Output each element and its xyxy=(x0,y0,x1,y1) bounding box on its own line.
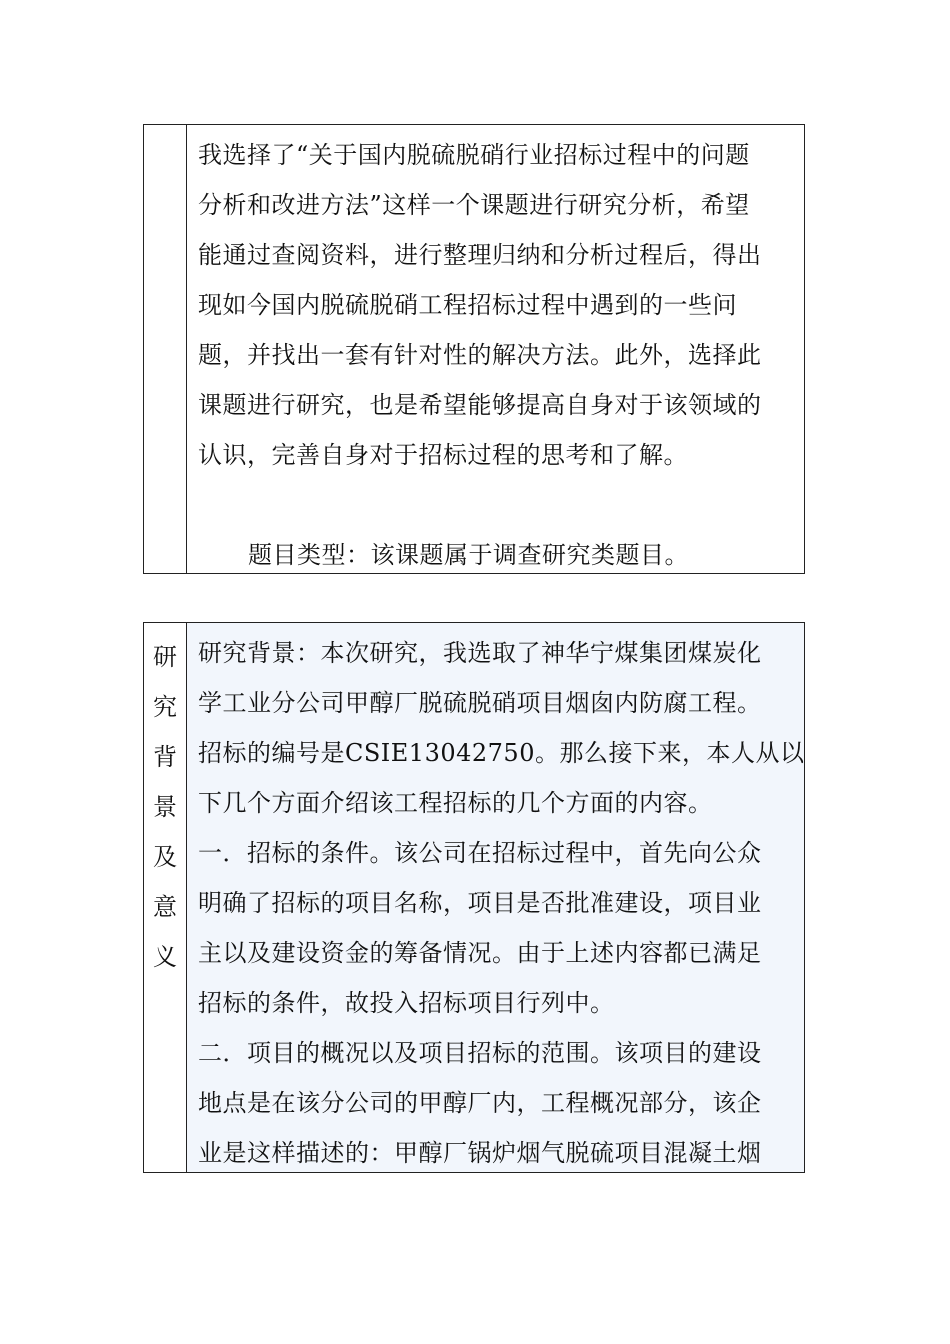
section-label-char: 景 xyxy=(153,793,177,821)
text-line: 业是这样描述的：甲醇厂锅炉烟气脱硫项目混凝土烟 xyxy=(198,1139,762,1167)
content-column xyxy=(187,623,804,1172)
section-label-char: 意 xyxy=(153,893,177,921)
text-line: 二．项目的概况以及项目招标的范围。该项目的建设 xyxy=(198,1039,762,1067)
text-line: 主以及建设资金的筹备情况。由于上述内容都已满足 xyxy=(198,939,762,967)
text-line: 一．招标的条件。该公司在招标过程中，首先向公众 xyxy=(198,839,762,867)
topic-type-line: 题目类型：该课题属于调查研究类题目。 xyxy=(248,541,689,569)
text-line: 招标的编号是CSIE13042750。那么接下来，本人从以 xyxy=(198,739,804,767)
proposal-table-background xyxy=(143,622,805,1173)
content-column xyxy=(187,125,804,573)
text-line: 地点是在该分公司的甲醇厂内，工程概况部分，该企 xyxy=(198,1089,762,1117)
text-line: 课题进行研究，也是希望能够提高自身对于该领域的 xyxy=(198,391,762,419)
text-line: 能通过查阅资料，进行整理归纳和分析过程后，得出 xyxy=(198,241,762,269)
text-line: 招标的条件，故投入招标项目行列中。 xyxy=(198,989,615,1017)
text-line: 题，并找出一套有针对性的解决方法。此外，选择此 xyxy=(198,341,762,369)
proposal-table-topic xyxy=(143,124,805,574)
text-line: 明确了招标的项目名称，项目是否批准建设，项目业 xyxy=(198,889,762,917)
section-label-char: 及 xyxy=(153,843,177,871)
section-label-char: 背 xyxy=(153,743,177,771)
text-line: 学工业分公司甲醇厂脱硫脱硝项目烟囱内防腐工程。 xyxy=(198,689,762,717)
text-line: 分析和改进方法”这样一个课题进行研究分析，希望 xyxy=(198,191,750,219)
text-line: 研究背景：本次研究，我选取了神华宁煤集团煤炭化 xyxy=(198,639,762,667)
text-line: 我选择了“关于国内脱硫脱硝行业招标过程中的问题 xyxy=(198,141,750,169)
section-label-char: 研 xyxy=(153,643,177,671)
section-label-char: 义 xyxy=(153,943,177,971)
text-line: 下几个方面介绍该工程招标的几个方面的内容。 xyxy=(198,789,713,817)
blank-line xyxy=(198,480,796,530)
section-label-column xyxy=(144,623,187,1172)
section-label-char: 究 xyxy=(153,693,177,721)
text-line: 现如今国内脱硫脱硝工程招标过程中遇到的一些问 xyxy=(198,291,737,319)
text-line: 认识，完善自身对于招标过程的思考和了解。 xyxy=(198,441,688,469)
label-column xyxy=(144,125,187,573)
